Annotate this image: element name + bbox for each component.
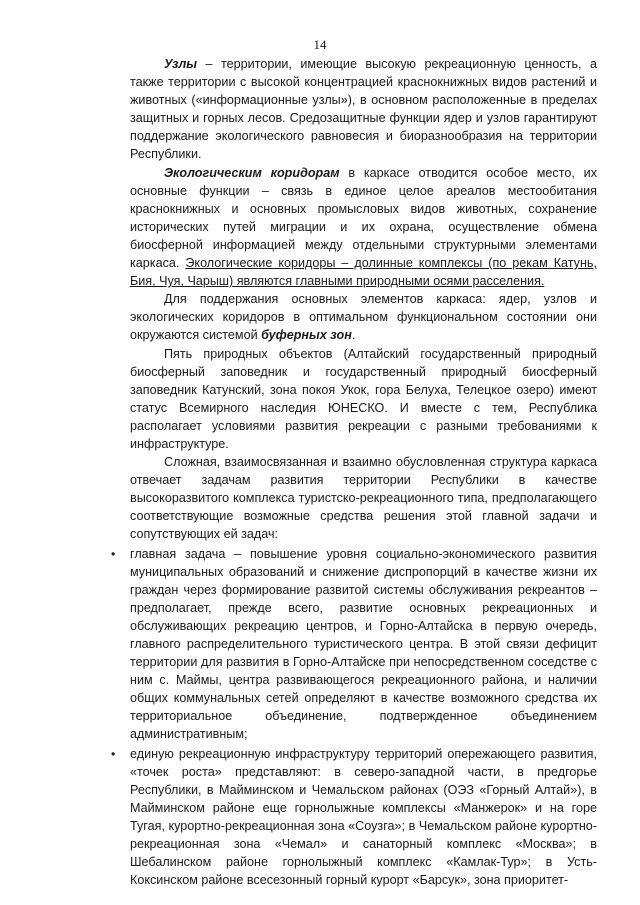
- bullet-icon: •: [111, 746, 116, 761]
- list-item-text: главная задача – повышение уровня социально-экономического развития муниципальных образований и снижение диспропорций в качестве жизни их граждан через формирование развитой системы обслуживания рекреантов – предполагает, прежде всего, развитие основных рекреационных и обслуживающих рекреацию центров, и Горно-Алтайска в первую очередь, главного распределительного туристического центра. В этой связи дефицит территории для развития в Горно-Алтайске при непосредственном соседстве с ним с. Маймы, центра развивающегося рекреационного района, и наличии общих коммунальных сетей определяют в качестве возможного средства их территориальное объединение, подтвержденное объединением административным;: [130, 546, 597, 742]
- paragraph-corridors: [130, 164, 597, 291]
- paragraph-nodes-text: – территории, имеющие высокую рекреационную ценность, а также территории с высокой концентрацией краснокнижных видов растений и животных («информационные узлы»), в основном расположенные в пределах защитных и горных лесов. Средозащитные функции ядер и узлов гарантируют поддержание экологического равновесия и биоразнообразия на территории Республики.: [130, 57, 597, 162]
- term-buffer-zones: буферных зон: [261, 328, 352, 343]
- task-list: [111, 545, 597, 890]
- list-item-text: единую рекреационную инфраструктуру территорий опережающего развития, «точек роста» представляют: в северо-западной части, в предгорье Республики, в Майминском и Чемальском районах (ОЭЗ «Горный Алтай»), в Майминском районе еще горнолыжные комплексы «Манжерок» и на горе Тугая, курортно-рекреационная зона «Соузга»; в Чемальском районе курортно-рекреационная зона «Чемал» и санаторный комплекс «Москва»; в Шебалинском районе горнолыжный комплекс «Камлак-Тур»; в Усть-Коксинском районе всесезонный горный курорт «Барсук», зона приоритет-: [130, 746, 597, 888]
- list-item: [111, 545, 597, 744]
- paragraph-corridors-text: в каркасе отводится особое место, их основные функции – связь в единое целое ареалов местообитания краснокнижных и основных промысловых видов животных, сохранение исторических путей миграции и их охрана, осуществление обмена биосферной информацией между отдельными структурными элементами каркаса.: [130, 165, 597, 271]
- paragraph-unesco: Пять природных объектов (Алтайский государственный природный биосферный заповедник и государственный природный биосферный заповедник Катунский, зона покоя Укок, гора Белуха, Телецкое озеро) имеют статус Всемирного наследия ЮНЕСКО. И вместе с тем, Республика располагает условиями развития рекреации с разными требованиями к инфраструктуре.: [130, 346, 597, 451]
- body-text: [111, 55, 597, 889]
- underlined-corridors-statement: Экологические коридоры – долинные комплексы (по рекам Катунь, Бия, Чуя, Чарыш) являются главными природными осями расселения.: [130, 256, 597, 289]
- list-item: [111, 745, 597, 890]
- page-number: 14: [313, 37, 327, 52]
- paragraph-buffer-end: .: [351, 328, 356, 343]
- paragraph-buffer-zones: [130, 290, 597, 344]
- paragraph-nodes: [130, 55, 597, 164]
- paragraph-structure: Сложная, взаимосвязанная и взаимно обусловленная структура каркаса отвечает задачам развития территории Республики в качестве высокоразвитого комплекса туристско-рекреационного типа, предполагающего соответствующие возможные средства решения этой главной задачи и сопутствующих ей задач:: [130, 455, 597, 542]
- paragraph-buffer-text: Для поддержания основных элементов каркаса: ядер, узлов и экологических коридоров в оптимальном функциональном состоянии они окружаются системой: [130, 292, 597, 343]
- term-nodes: Узлы: [164, 57, 198, 71]
- bullet-icon: •: [111, 546, 116, 561]
- term-corridors: Экологическим коридорам: [164, 165, 340, 180]
